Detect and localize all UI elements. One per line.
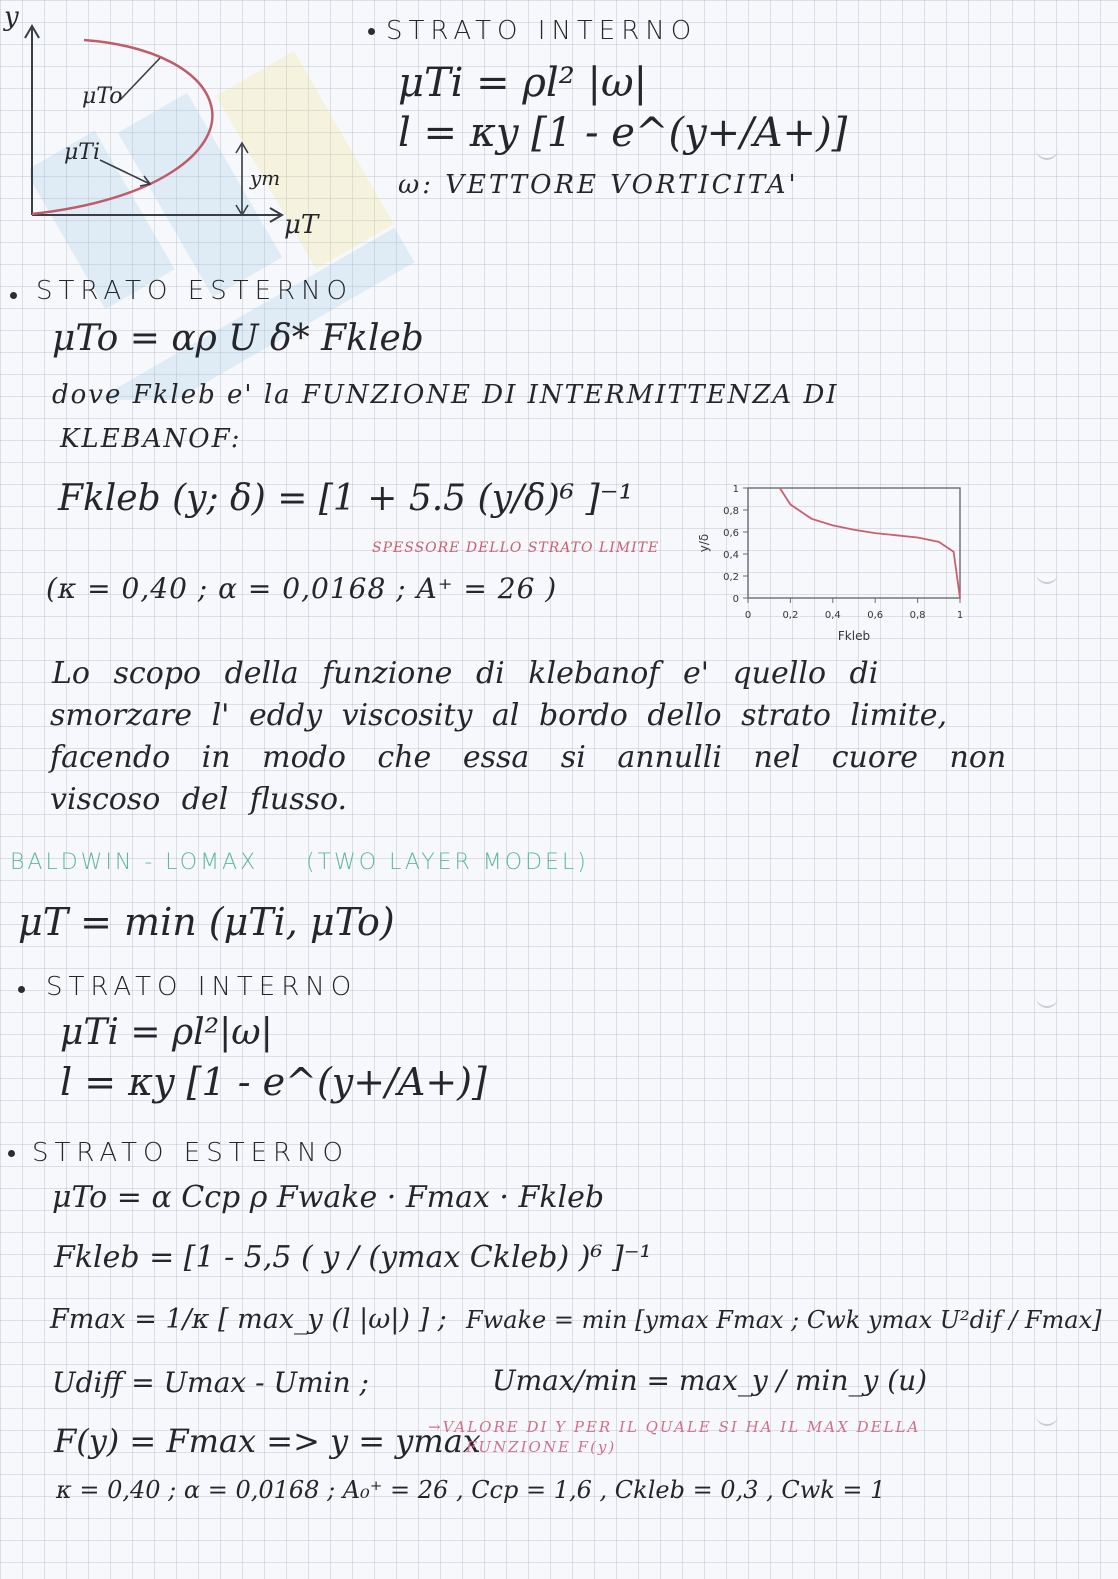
sketch-arrow-inner: [100, 160, 150, 184]
klebanoff-chart: [690, 470, 990, 645]
bullet: [18, 986, 25, 993]
binder-hole: [1036, 148, 1058, 160]
y-tick-label: 0,2: [723, 572, 739, 583]
sec4-eq-muto: μTo = α Ccp ρ Fwake · Fmax · Fkleb: [52, 1180, 605, 1215]
sec4-note-line1: →VALORE DI Y PER IL QUALE SI HA IL MAX DELLA: [428, 1418, 921, 1436]
sketch-profile-curve: [32, 40, 212, 214]
sketch-x-label: μT: [284, 210, 319, 240]
binder-hole: [1036, 1414, 1058, 1426]
baldwin-subtitle: (TWO LAYER MODEL): [306, 850, 589, 875]
sec4-constants: κ = 0,40 ; α = 0,0168 ; A₀⁺ = 26 , Ccp = 1,6 , Ckleb = 0,3 , Cwk = 1: [56, 1476, 886, 1504]
paragraph-line-3: facendo in modo che essa si annulli nel cuore non: [50, 740, 1007, 775]
sketch-label-inner: μTi: [64, 140, 101, 165]
bullet: [8, 1150, 15, 1157]
baldwin-eq: μT = min (μTi, μTo): [18, 900, 395, 944]
x-tick-label: 0,2: [782, 610, 799, 621]
paragraph-line-4: viscoso del flusso.: [50, 782, 348, 817]
fkleb-curve: [780, 488, 960, 598]
binder-hole: [1036, 996, 1058, 1008]
sketch-label-ym: ym: [250, 166, 281, 190]
paragraph-line-2: smorzare l' eddy viscosity al bordo dello strato limite,: [50, 698, 948, 733]
sec3-eq-muti: μTi = ρl²|ω|: [60, 1012, 273, 1053]
y-tick-label: 0,8: [723, 506, 739, 517]
sec4-eq-fmax: Fmax = 1/κ [ max_y (l |ω|) ] ;: [50, 1304, 447, 1335]
sec2-title: STRATO ESTERNO: [36, 276, 353, 306]
sec2-eq-fkleb: Fkleb (y; δ) = [1 + 5.5 (y/δ)⁶ ]⁻¹: [58, 478, 634, 519]
chart-ylabel: y/δ: [697, 533, 711, 553]
sec2-constants: (κ = 0,40 ; α = 0,0168 ; A⁺ = 26 ): [46, 572, 558, 605]
sec4-title: STRATO ESTERNO: [32, 1138, 349, 1168]
chart-frame: [748, 488, 960, 598]
y-tick-label: 0,4: [723, 550, 739, 561]
sec1-eq-mixing-length: l = κy [1 - e^(y+/A+)]: [398, 110, 848, 156]
velocity-profile-sketch: [0, 0, 330, 250]
paragraph-line-1: Lo scopo della funzione di klebanof e' quello di: [52, 656, 879, 691]
binder-hole: [1036, 572, 1058, 584]
sec3-eq-mixing-length: l = κy [1 - e^(y+/A+)]: [60, 1060, 487, 1104]
sec1-eq-vorticity: ω: VETTORE VORTICITA': [398, 170, 799, 200]
sec4-eq-udiff: Udiff = Umax - Umin ;: [52, 1366, 369, 1399]
sec2-text-line2: KLEBANOF:: [60, 424, 242, 454]
x-tick-label: 0,8: [909, 610, 926, 621]
x-tick-label: 0,6: [867, 610, 884, 621]
chart-xlabel: Fkleb: [837, 629, 871, 643]
bullet: [368, 28, 375, 35]
sec3-title: STRATO INTERNO: [46, 972, 358, 1002]
sec4-eq-fkleb: Fkleb = [1 - 5,5 ( y / (ymax Ckleb) )⁶ ]⁻¹: [54, 1240, 652, 1275]
sec4-eq-umaxmin: Umax/min = max_y / min_y (u): [492, 1364, 928, 1397]
y-tick-label: 1: [732, 484, 739, 495]
sec1-eq-muti: μTi = ρl² |ω|: [398, 60, 648, 106]
sketch-arrow-outer: [120, 58, 160, 100]
sec2-text-line1: dove Fkleb e' la FUNZIONE DI INTERMITTENZA DI: [52, 380, 839, 410]
sketch-label-outer: μTo: [82, 84, 123, 109]
x-tick-label: 0,4: [824, 610, 841, 621]
y-tick-label: 0: [732, 594, 739, 605]
sec1-title: STRATO INTERNO: [386, 16, 698, 46]
x-tick-label: 0: [744, 610, 752, 621]
sec4-eq-fwake: Fwake = min [ymax Fmax ; Cwk ymax U²dif / Fmax]: [466, 1306, 1102, 1334]
sec2-note-boundary-layer: SPESSORE DELLO STRATO LIMITE: [372, 540, 660, 556]
bullet: [10, 292, 17, 299]
x-tick-label: 1: [956, 610, 964, 621]
y-tick-label: 0,6: [723, 528, 739, 539]
sec2-eq-muto: μTo = αρ U δ* Fkleb: [52, 318, 424, 359]
sketch-y-label: y: [4, 2, 19, 32]
baldwin-title: BALDWIN - LOMAX: [10, 850, 259, 875]
sec4-eq-fy: F(y) = Fmax => y = ymax: [54, 1422, 481, 1460]
sec4-note-line2: FUNZIONE F(y): [466, 1438, 617, 1456]
